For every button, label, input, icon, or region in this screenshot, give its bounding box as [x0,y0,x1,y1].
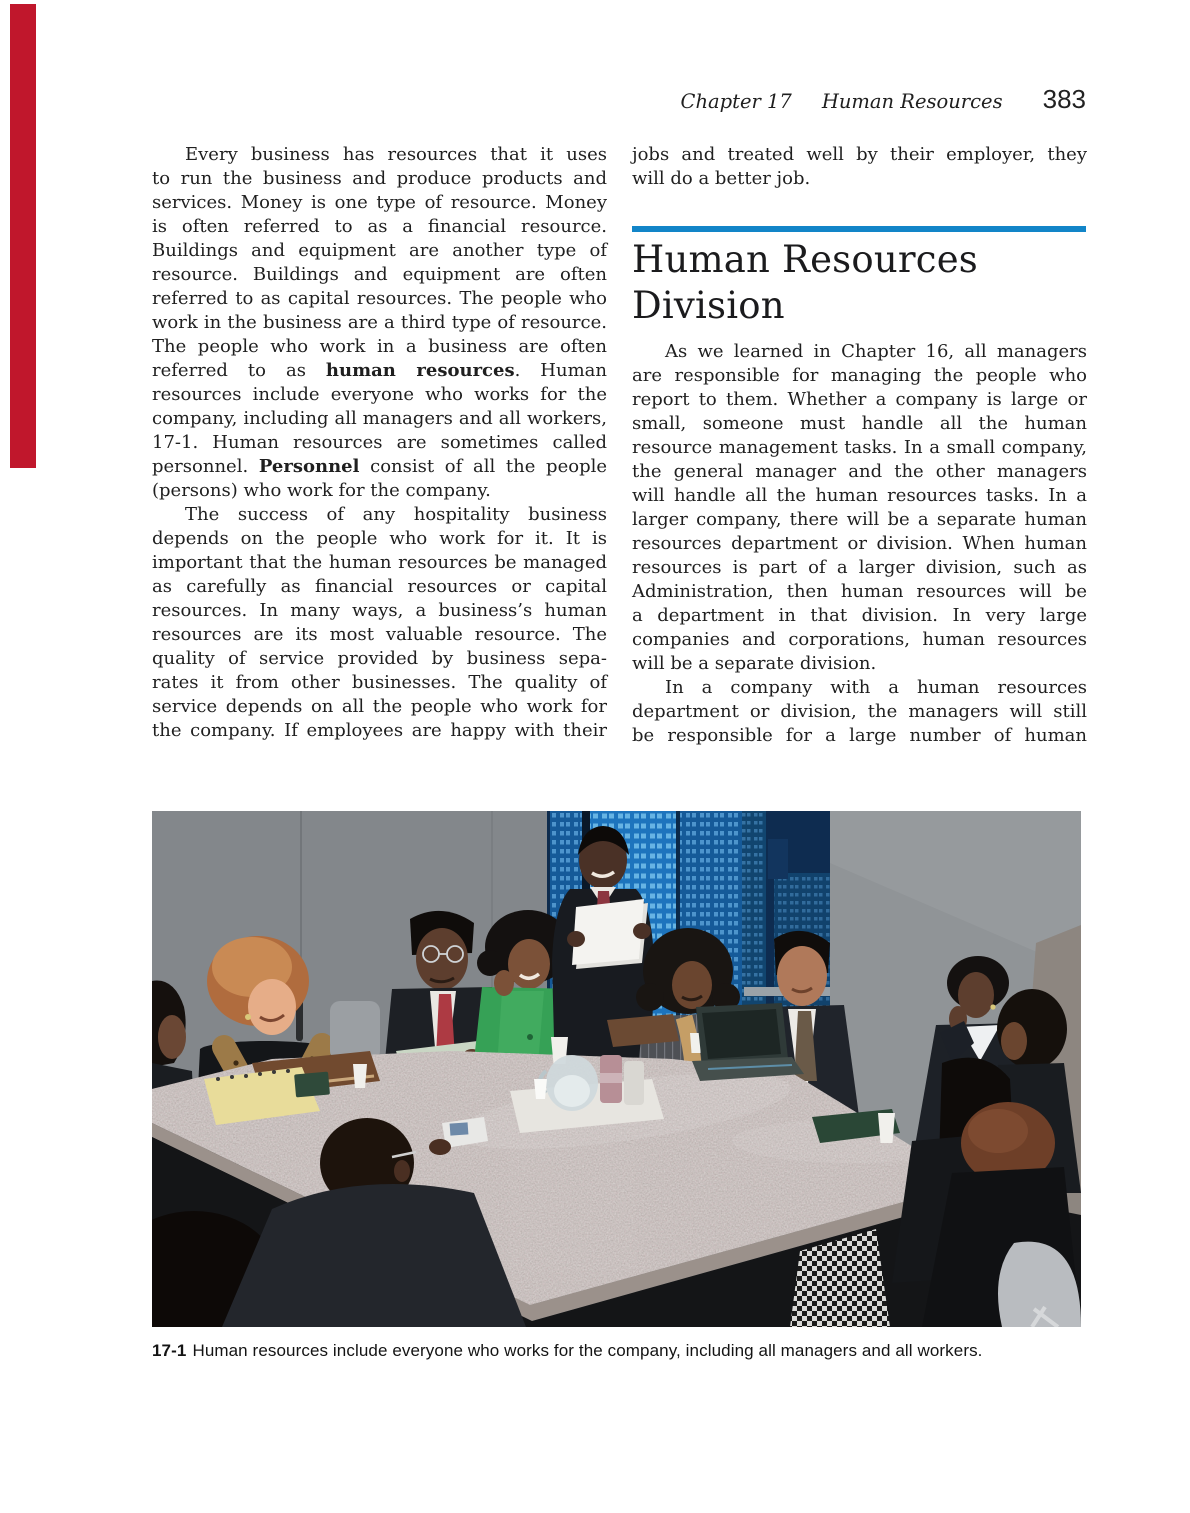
tray-cup [534,1079,547,1099]
text-line: referred to as capital resources. The people who [152,288,607,309]
text-line: companies and corporations, human resources [632,629,1087,650]
text-line: the general manager and the other managers [632,461,1087,482]
text-line: will do a better job. [632,168,811,189]
foam-cup [353,1064,367,1088]
text-line: are responsible for managing the people who [632,365,1087,386]
text-line: important that the human resources be managed [152,552,607,573]
text-line: work in the business are a third type of resource. [152,312,607,333]
text-line: be responsible for a large number of human [632,725,1087,746]
hand [429,1139,451,1155]
foam-cup-4 [878,1113,895,1143]
text-line: personnel. Personnel consist of all the people [152,456,607,477]
text-line: company, including all managers and all workers, [152,408,607,429]
text-line: is often referred to as a financial resource. [152,216,607,237]
text-line: rates it from other businesses. The quality of [152,672,607,693]
earring [990,1004,995,1009]
earring [245,1014,251,1020]
text-line: department or division, the managers will still [632,701,1087,722]
text-line: As we learned in Chapter 16, all managers [665,341,1087,362]
face [1001,1022,1027,1060]
section-rule [632,226,1086,232]
text-line: resource. Buildings and equipment are often [152,264,607,285]
text-line: the company. If employees are happy with their [152,720,607,741]
face [248,979,296,1035]
hand [494,970,514,996]
text-line: Administration, then human resources will be [632,581,1087,602]
page-number: 383 [1042,84,1086,114]
text-line: a department in that division. In very large [632,605,1087,626]
section-heading-line: Division [632,284,785,327]
text-line: depends on the people who work for it. It is [152,528,607,549]
text-line: resources department or division. When human [632,533,1087,554]
right-column-body [632,340,1087,748]
text-line: jobs and treated well by their employer, they [632,144,1087,165]
text-line: larger company, there will be a separate human [632,509,1087,530]
text-line: to run the business and produce products and [152,168,607,189]
ear [394,1160,410,1182]
text-line: resource management tasks. In a small company, [632,437,1087,458]
figure-photo [152,811,1081,1327]
text-line: service depends on all the people who work for [152,696,607,717]
left-column [152,143,607,743]
text-line: small, someone must handle all the human [632,413,1087,434]
section-heading-line: Human Resources [632,238,978,281]
green-notebook [294,1072,330,1098]
text-line: The people who work in a business are often [152,336,607,357]
header-section: Human Resources [821,90,1003,113]
text-line: resources are its most valuable resource. The [152,624,607,645]
text-line: Buildings and equipment are another type of [152,240,607,261]
text-line: referred to as human resources. Human [152,360,607,381]
face [672,961,712,1009]
face [508,939,550,989]
text-line: resources. In many ways, a business’s human [152,600,607,621]
text-line: Every business has resources that it uses [185,144,607,165]
text-line: services. Money is one type of resource. Money [152,192,607,213]
text-line: report to them. Whether a company is large or [632,389,1087,410]
text-line: will be a separate division. [632,653,877,674]
right-column-intro [632,143,1087,191]
chapter-edge-tab [10,4,36,468]
section-heading [632,237,1087,329]
skyline-silhouette [768,839,788,879]
text-line: resources is part of a larger division, such as [632,557,1087,578]
text-line: (persons) who work for the company. [152,480,491,501]
text-line: will handle all the human resources tasks. In a [632,485,1087,506]
running-header [152,84,1086,115]
thermos-white [624,1061,644,1105]
figure-caption-label: 17-1 [152,1341,187,1360]
header-chapter: Chapter 17 [680,90,792,113]
figure-caption-text: Human resources include everyone who works for the company, including all managers and all workers. [192,1341,983,1360]
text-line: In a company with a human resources [665,677,1087,698]
text-line: resources include everyone who works for the [152,384,607,405]
text-line: 17-1. Human resources are sometimes called [152,432,607,453]
text-line: quality of service provided by business sepa- [152,648,607,669]
text-line: The success of any hospitality business [185,504,607,525]
face [777,946,827,1006]
text-line: as carefully as financial resources or capital [152,576,607,597]
figure-caption [152,1340,1086,1362]
office-chair-left [330,1001,380,1061]
